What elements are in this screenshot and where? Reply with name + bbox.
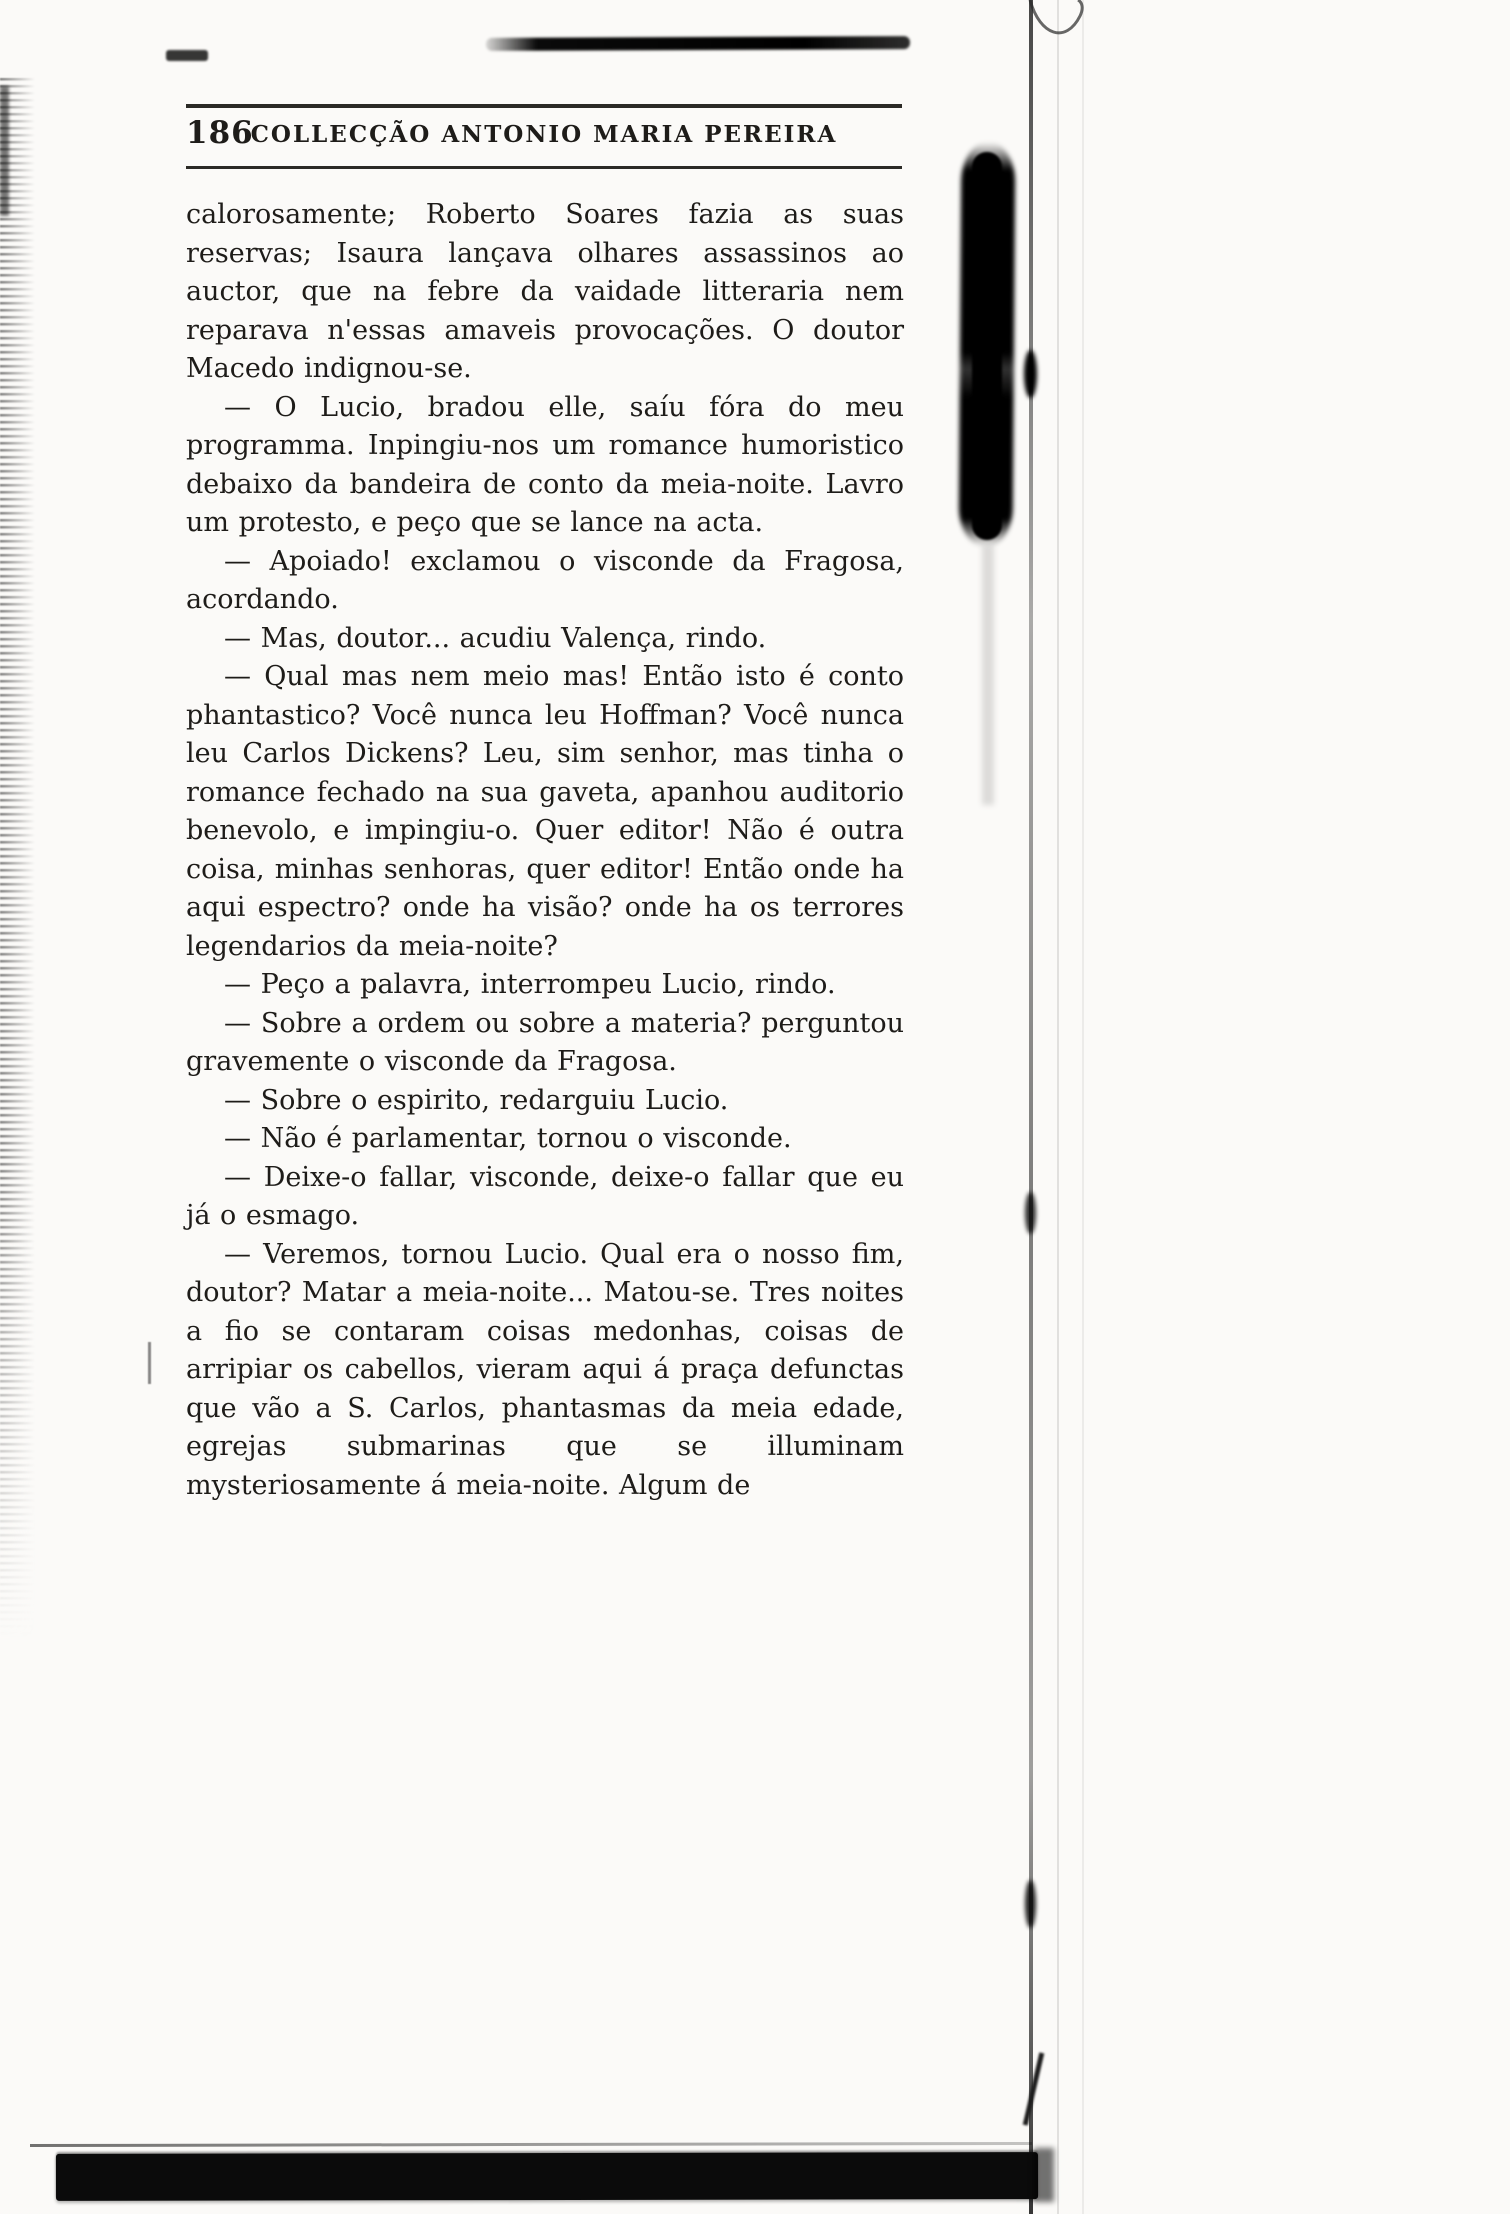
bottom-right-ink-mark	[1034, 2148, 1054, 2202]
right-ink-blot	[959, 142, 1016, 547]
top-left-ink-mark	[166, 50, 208, 61]
binding-shadow-line	[1029, 0, 1033, 2214]
paragraph: — Sobre a ordem ou sobre a materia? perguntou gravemente o visconde da Fragosa.	[186, 1007, 904, 1077]
left-edge-striations	[0, 78, 38, 1638]
text-block	[186, 196, 904, 1505]
paragraph: — Peço a palavra, interrompeu Lucio, rindo.	[224, 969, 836, 1000]
paragraph: calorosamente; Roberto Soares fazia as suas reservas; Isaura lançava olhares assassinos ao auctor, que na febre da vaidade litteraria nem reparava n'essas amaveis provocações. O doutor Macedo indignou-se.	[186, 199, 904, 384]
paragraph: — Apoiado! exclamou o visconde da Fragosa, acordando.	[186, 545, 904, 615]
paragraph: — Veremos, tornou Lucio. Qual era o nosso fim, doutor? Matar a meia-noite... Matou-se. Tres noites a fio se contaram coisas medonhas, coisas de arripiar os cabellos, vieram aqui á praça defunctas que vão a S. Carlos, phantasmas da meia edade, egrejas submarinas que se illuminam mysteriosamente á meia-noite. Algum de	[186, 1238, 904, 1501]
binding-ink-spot	[1025, 1192, 1036, 1234]
right-ink-blot-core	[972, 152, 1002, 540]
paragraph: — Não é parlamentar, tornou o visconde.	[224, 1123, 792, 1154]
binding-ink-spot	[1024, 350, 1037, 398]
top-ink-smear	[486, 36, 910, 51]
left-margin-mark	[148, 1342, 151, 1384]
bottom-scan-line	[30, 2142, 1032, 2147]
paragraph: — Qual mas nem meio mas! Então isto é conto phantastico? Você nunca leu Hoffman? Você nunca leu Carlos Dickens? Leu, sim senhor, mas tinha o romance fechado na sua gaveta, apanhou auditorio benevolo, e impingiu-o. Quer editor! Não é outra coisa, minhas senhoras, quer editor! Então onde ha aqui espectro? onde ha visão? onde ha os terrores legendarios da meia-noite?	[186, 661, 904, 962]
binding-bottom-stroke	[1023, 2052, 1045, 2125]
header-rule-bottom	[186, 166, 902, 169]
paragraph: — Sobre o espirito, redarguiu Lucio.	[224, 1084, 729, 1116]
page-number: 186	[186, 115, 254, 151]
paragraph: — Mas, doutor... acudiu Valença, rindo.	[224, 622, 767, 654]
page-edge-line	[1057, 0, 1059, 2214]
page-curl-line	[1016, 0, 1112, 92]
right-ink-tail	[982, 545, 994, 805]
running-header: COLLECÇÃO ANTONIO MARIA PEREIRA	[250, 121, 838, 148]
bottom-scan-bar	[56, 2152, 1038, 2201]
paragraph: — Deixe-o fallar, visconde, deixe-o fallar que eu já o esmago.	[186, 1161, 904, 1231]
paragraph: — O Lucio, bradou elle, saíu fóra do meu programma. Inpingiu-nos um romance humoristico debaixo da bandeira de conto da meia-noite. Lavro um protesto, e peço que se lance na acta.	[186, 391, 904, 538]
page-edge-line	[1082, 0, 1084, 2214]
left-edge-shadow	[0, 86, 9, 216]
binding-ink-spot	[1025, 1880, 1036, 1928]
header-rule-top	[186, 104, 902, 108]
